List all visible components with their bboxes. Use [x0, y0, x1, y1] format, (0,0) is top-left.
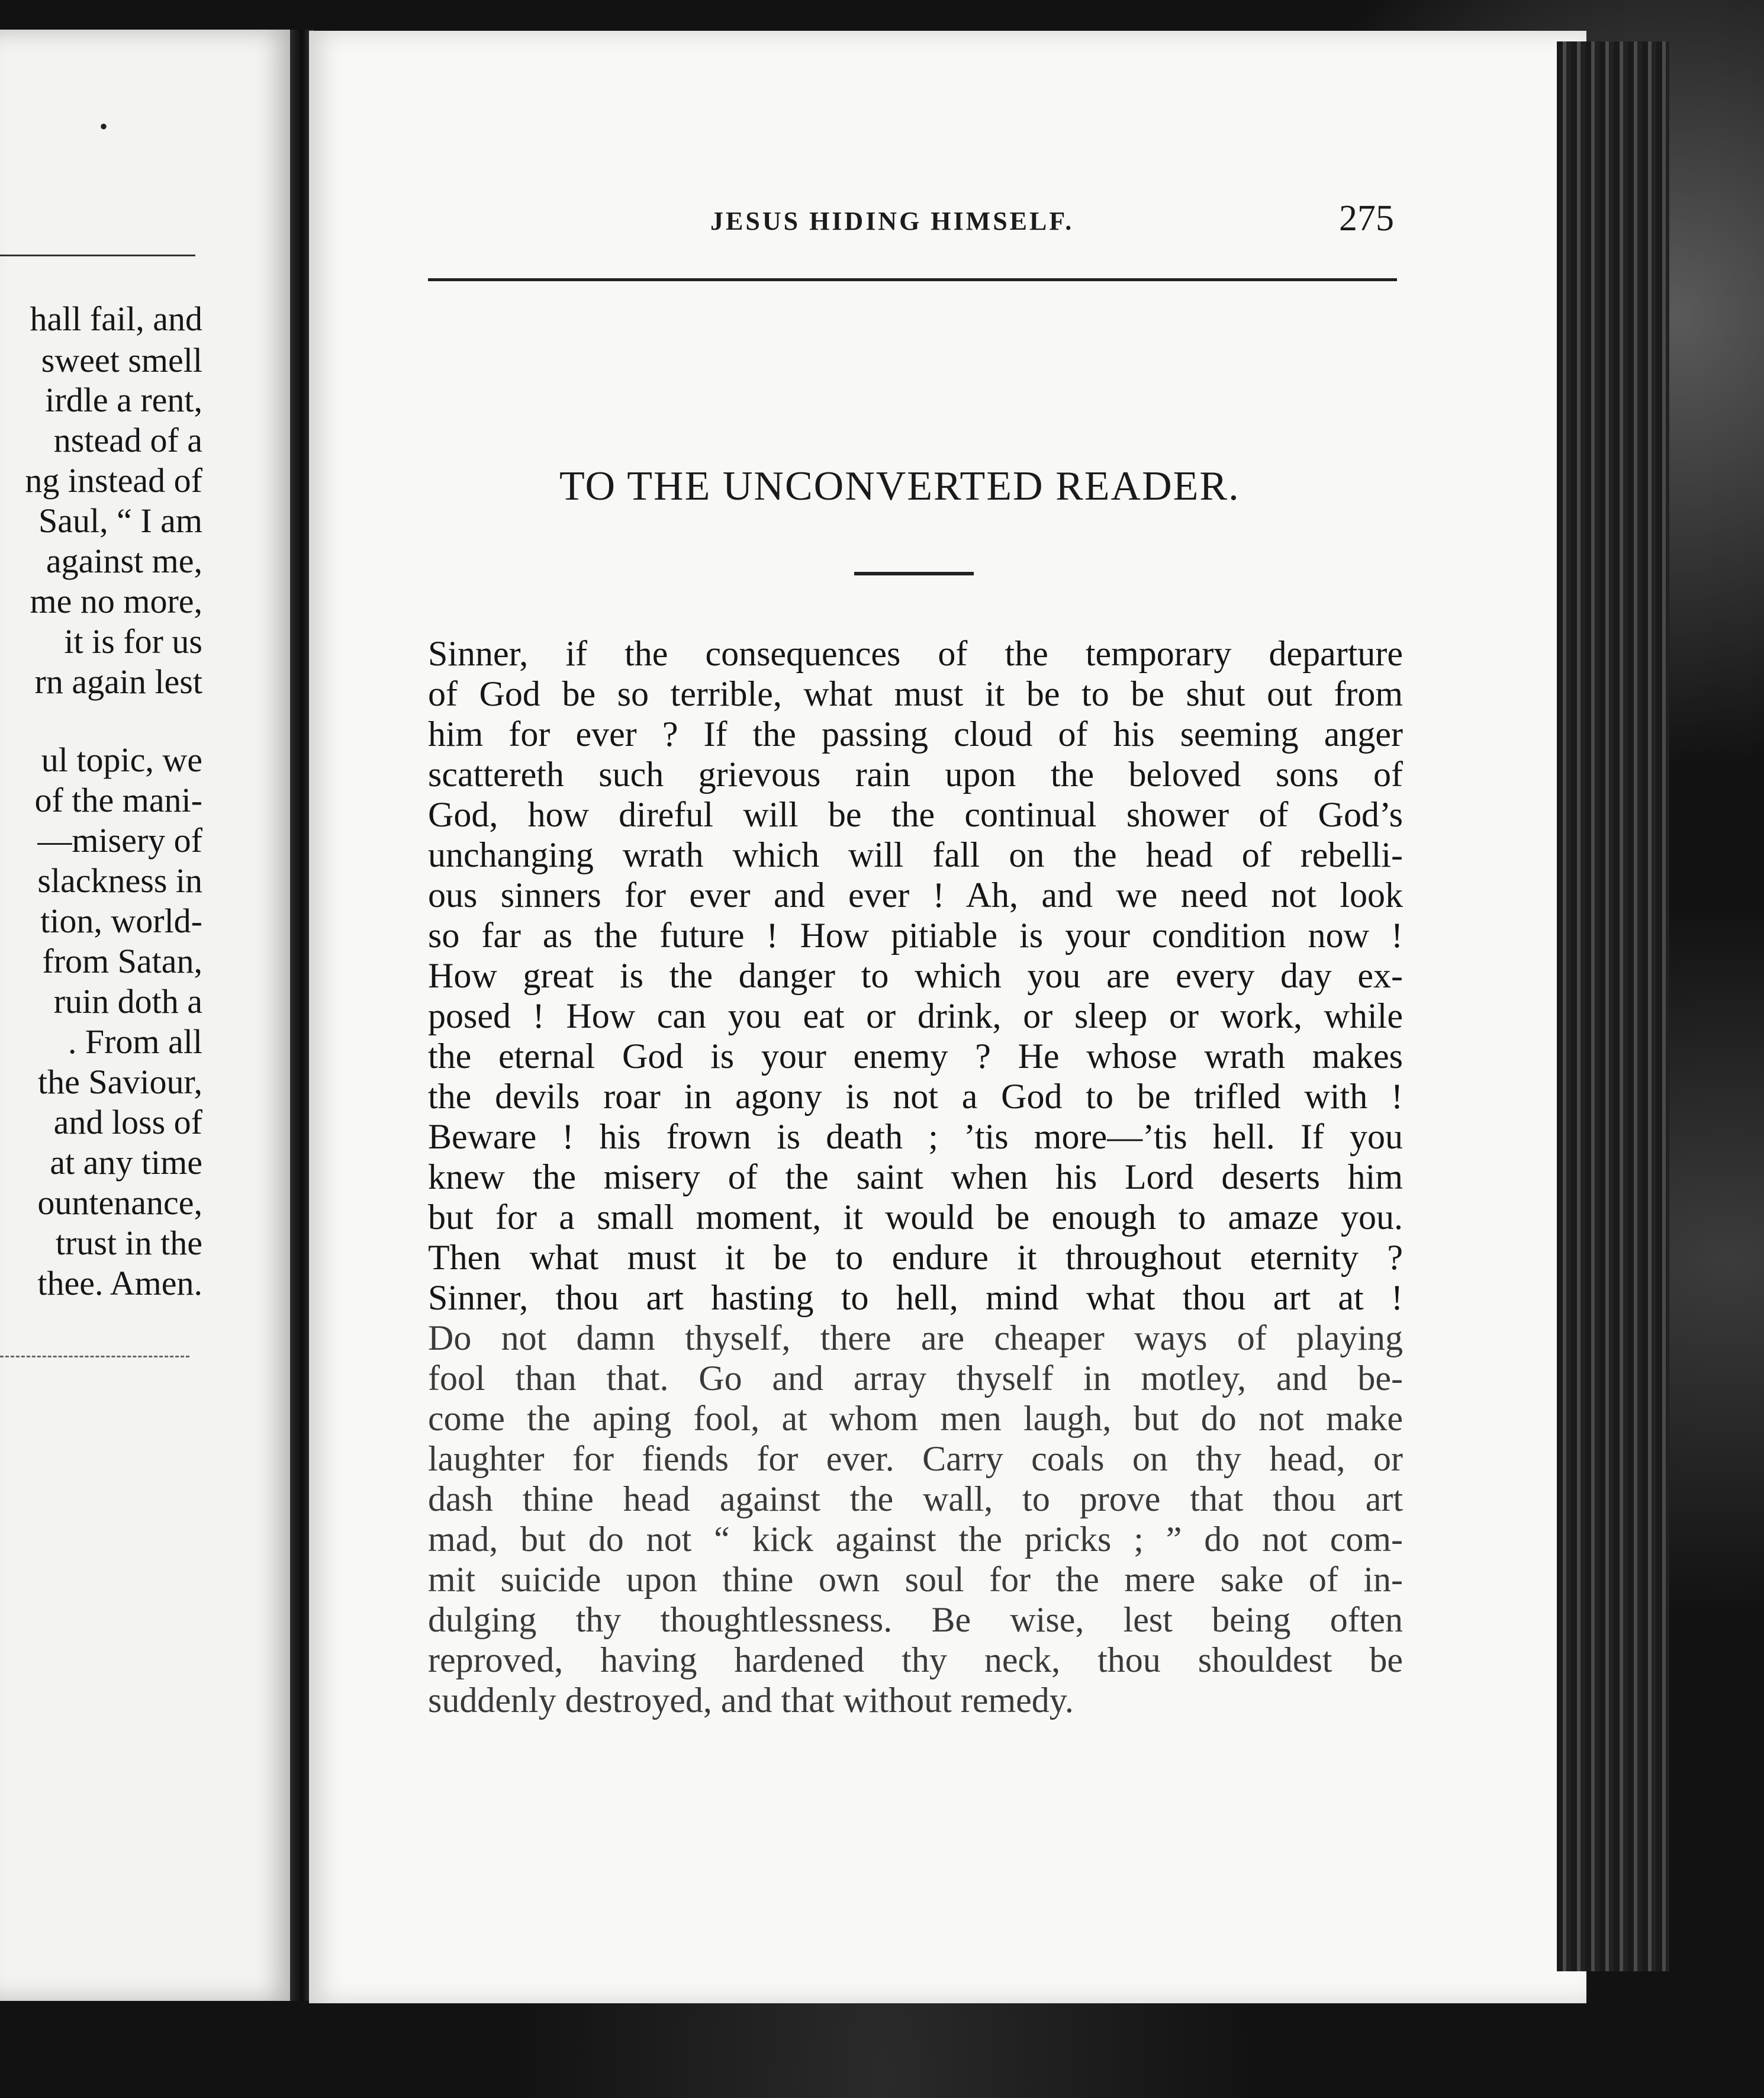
body-line: Do not damn thyself, there are cheaper ways of playing	[428, 1318, 1403, 1357]
book-page-edges	[1557, 41, 1669, 1971]
left-page-line: . From all	[67, 1022, 202, 1061]
left-page-line: of the mani-	[34, 781, 202, 819]
body-line: knew the misery of the saint when his Lord deserts him	[428, 1157, 1403, 1196]
title-rule	[854, 572, 974, 575]
body-line: Sinner, if the consequences of the temporary departure	[428, 634, 1403, 673]
header-rule	[428, 278, 1397, 281]
body-line: laughter for fiends for ever. Carry coals on thy head, or	[428, 1439, 1403, 1478]
running-head: JESUS HIDING HIMSELF.	[710, 207, 1074, 236]
ink-dot: •	[99, 113, 108, 140]
left-page-line: trust in the	[55, 1224, 202, 1262]
left-page-line: hall fail, and	[30, 300, 202, 338]
body-line: Beware ! his frown is death ; ’tis more—’tis hell. If you	[428, 1117, 1403, 1156]
body-line: mit suicide upon thine own soul for the mere sake of in-	[428, 1560, 1403, 1599]
body-line: suddenly destroyed, and that without remedy.	[428, 1681, 1074, 1720]
left-page-line: nstead of a	[53, 421, 202, 459]
body-line: so far as the future ! How pitiable is your condition now !	[428, 916, 1403, 955]
left-page-line: at any time	[50, 1143, 202, 1182]
body-line: posed ! How can you eat or drink, or sleep or work, while	[428, 996, 1403, 1035]
left-page-line: against me,	[46, 542, 202, 580]
body-line: come the aping fool, at whom men laugh, but do not make	[428, 1399, 1403, 1438]
left-page-line: slackness in	[37, 861, 202, 900]
body-line: of God be so terrible, what must it be to be shut out from	[428, 674, 1403, 713]
body-line: him for ever ? If the passing cloud of his seeming anger	[428, 715, 1403, 754]
left-page-line: the Saviour,	[38, 1063, 202, 1101]
body-line: dash thine head against the wall, to prove that thou art	[428, 1479, 1403, 1518]
left-page-line: sweet smell	[41, 341, 202, 379]
body-line: dulging thy thoughtlessness. Be wise, lest being often	[428, 1600, 1403, 1639]
left-page-line: ul topic, we	[41, 741, 202, 779]
body-line: reproved, having hardened thy neck, thou shouldest be	[428, 1640, 1403, 1679]
body-line: How great is the danger to which you are every day ex-	[428, 956, 1403, 995]
body-line: the eternal God is your enemy ? He whose wrath makes	[428, 1037, 1403, 1076]
section-title: TO THE UNCONVERTED READER.	[559, 464, 1240, 509]
body-line: unchanging wrath which will fall on the head of rebelli-	[428, 835, 1403, 874]
body-text	[428, 633, 1403, 1720]
left-page-line: ruin doth a	[53, 982, 202, 1021]
body-line: mad, but do not “ kick against the pricks ; ” do not com-	[428, 1520, 1403, 1559]
body-line: ous sinners for ever and ever ! Ah, and we need not look	[428, 876, 1403, 915]
body-line: the devils roar in agony is not a God to be trifled with !	[428, 1077, 1403, 1116]
page-number: 275	[1339, 198, 1394, 239]
left-page-line: and loss of	[53, 1103, 202, 1141]
left-page-line: me no more,	[30, 582, 202, 620]
left-page-top-rule	[0, 255, 195, 256]
left-page-line: ountenance,	[37, 1183, 202, 1222]
left-page-bottom-rule	[0, 1356, 189, 1357]
left-page-line: thee. Amen.	[37, 1264, 202, 1302]
left-page-line: from Satan,	[42, 942, 202, 980]
left-page-line: tion, world-	[40, 902, 202, 940]
left-page-line: irdle a rent,	[45, 381, 202, 419]
body-line: Then what must it be to endure it throughout eternity ?	[428, 1238, 1403, 1277]
left-page-line: ng instead of	[25, 461, 202, 500]
body-line: fool than that. Go and array thyself in motley, and be-	[428, 1359, 1403, 1398]
body-line: God, how direful will be the continual shower of God’s	[428, 795, 1403, 834]
left-page-line: rn again lest	[34, 662, 202, 701]
body-line: Sinner, thou art hasting to hell, mind what thou art at !	[428, 1278, 1403, 1317]
left-page-line: it is for us	[64, 622, 202, 661]
left-page-line: Saul, “ I am	[38, 501, 202, 540]
body-line: but for a small moment, it would be enough to amaze you.	[428, 1198, 1403, 1237]
body-line: scattereth such grievous rain upon the beloved sons of	[428, 755, 1403, 794]
left-facing-page	[0, 30, 296, 2001]
left-page-line: —misery of	[37, 821, 202, 860]
